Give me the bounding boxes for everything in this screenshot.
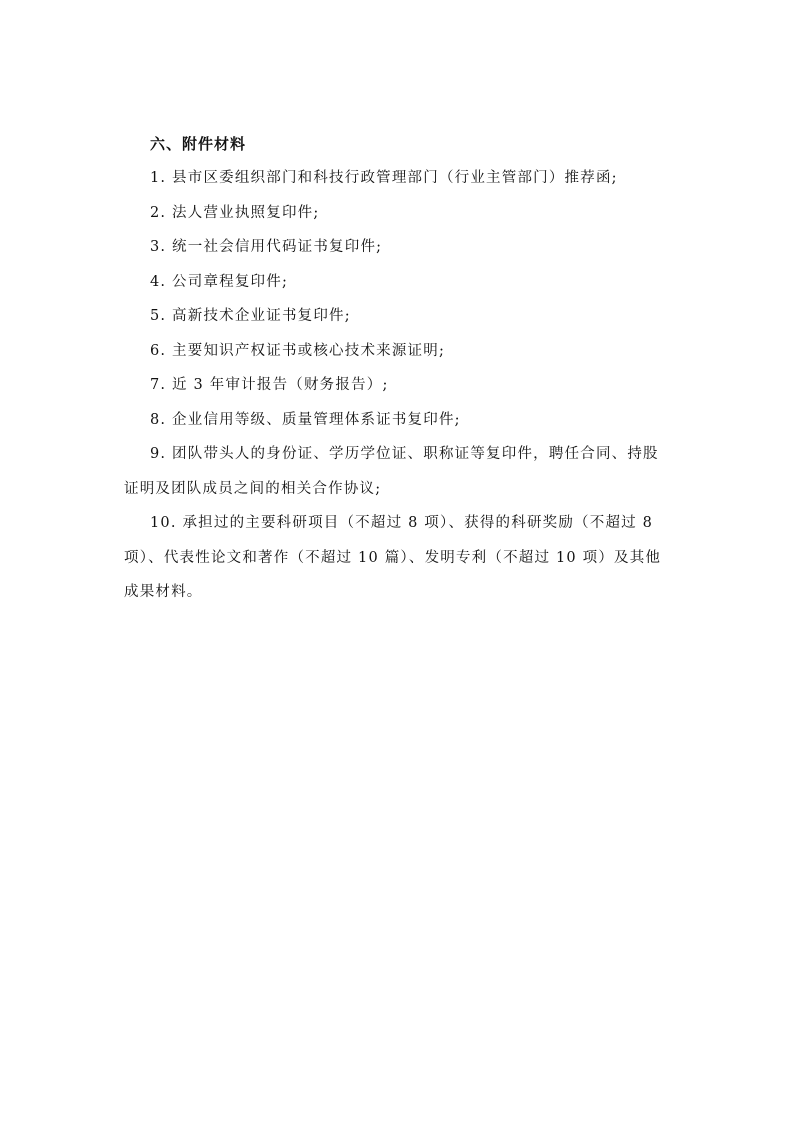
list-item-4: 4. 公司章程复印件; bbox=[150, 273, 289, 290]
document-body bbox=[124, 133, 672, 610]
list-item-10: 10. 承担过的主要科研项目（不超过 8 项）、获得的科研奖励（不超过 8 项）、代表性论文和著作（不超过 10 篇）、发明专利（不超过 10 项）及其他成果材料。 bbox=[124, 515, 662, 600]
list-item-5: 5. 高新技术企业证书复印件; bbox=[150, 308, 351, 324]
list-item-6: 6. 主要知识产权证书或核心技术来源证明; bbox=[150, 342, 446, 359]
list-item-8: 8. 企业信用等级、质量管理体系证书复印件; bbox=[150, 411, 461, 428]
list-item-2: 2. 法人营业执照复印件; bbox=[150, 204, 320, 221]
list-item-3: 3. 统一社会信用代码证书复印件; bbox=[150, 239, 383, 255]
list-item-9: 9. 团队带头人的身份证、学历学位证、职称证等复印件，聘任合同、持股证明及团队成员之间的相关合作协议; bbox=[124, 446, 659, 497]
list-item-7: 7. 近 3 年审计报告（财务报告）; bbox=[150, 377, 389, 393]
list-item-1: 1. 县市区委组织部门和科技行政管理部门（行业主管部门）推荐函; bbox=[150, 170, 618, 186]
section-heading: 六、附件材料 bbox=[150, 135, 247, 153]
